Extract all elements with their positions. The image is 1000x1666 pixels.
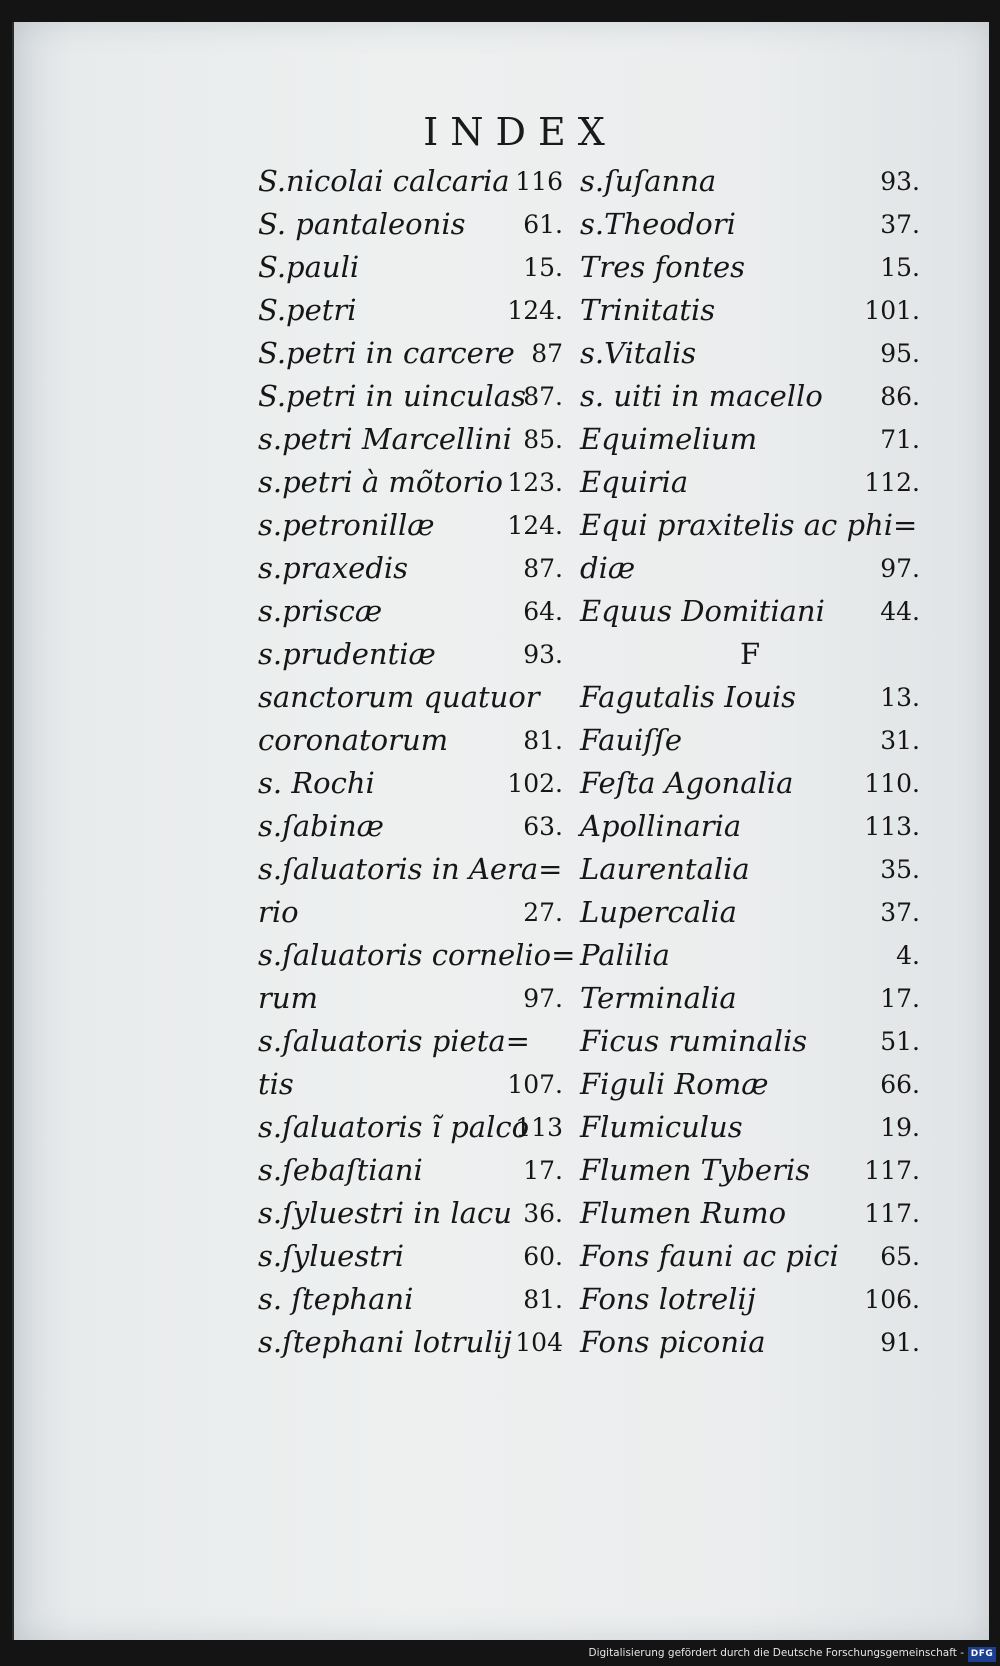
index-term: Apollinaria: [580, 809, 742, 843]
page-number: 19.: [880, 1113, 920, 1142]
index-entry: [258, 418, 563, 461]
page-number: 123.: [507, 468, 563, 497]
page-number: 97.: [880, 554, 920, 583]
index-entry: [580, 203, 920, 246]
index-term: s.ſyluestri: [258, 1239, 405, 1273]
index-entry: [258, 1063, 563, 1106]
page-number: 86.: [880, 382, 920, 411]
index-entry: [258, 762, 563, 805]
index-term: Fons piconia: [580, 1325, 766, 1359]
index-entry: [258, 1106, 563, 1149]
index-term: F: [739, 637, 761, 671]
index-term: s.petri à mõtorio: [258, 465, 504, 499]
index-entry: [258, 246, 563, 289]
index-term: s.ſtephani lotrulij: [258, 1325, 512, 1359]
page-number: 116: [515, 167, 563, 196]
index-term: s.ſebaſtiani: [258, 1153, 423, 1187]
index-term: s.prudentiæ: [258, 637, 436, 671]
index-entry: [580, 1235, 920, 1278]
index-entry: [258, 289, 563, 332]
index-entry: [580, 891, 920, 934]
page-number: 124.: [507, 511, 563, 540]
page-number: 93.: [880, 167, 920, 196]
index-entry: [258, 805, 563, 848]
index-entry: [580, 805, 920, 848]
page-number: 104: [515, 1328, 563, 1357]
page-number: 35.: [880, 855, 920, 884]
index-entry: [580, 375, 920, 418]
index-term: Terminalia: [580, 981, 737, 1015]
index-term: s. uiti in macello: [580, 379, 823, 413]
index-term: s.ſaluatoris in Aera=: [258, 852, 563, 886]
index-term: s.petronillæ: [258, 508, 435, 542]
page-number: 63.: [523, 812, 563, 841]
page-number: 97.: [523, 984, 563, 1013]
index-entry: [258, 633, 563, 676]
page-number: 93.: [523, 640, 563, 669]
page-number: 124.: [507, 296, 563, 325]
page-number: 107.: [507, 1070, 563, 1099]
index-term: Lupercalia: [580, 895, 737, 929]
page-number: 17.: [880, 984, 920, 1013]
index-term: s. Rochi: [258, 766, 375, 800]
page-number: 13.: [880, 683, 920, 712]
index-entry: [258, 590, 563, 633]
page-number: 15.: [523, 253, 563, 282]
page-number: 81.: [523, 1285, 563, 1314]
index-entry: [258, 375, 563, 418]
index-entry: [258, 1192, 563, 1235]
index-entry: [580, 762, 920, 805]
index-entry: [258, 547, 563, 590]
page-number: 27.: [523, 898, 563, 927]
page-number: 91.: [880, 1328, 920, 1357]
index-entry: [580, 418, 920, 461]
page-number: 102.: [507, 769, 563, 798]
index-entry: [258, 1149, 563, 1192]
index-entry: [580, 504, 920, 547]
index-term: Laurentalia: [580, 852, 750, 886]
index-term: s.praxedis: [258, 551, 409, 585]
page-number: 65.: [880, 1242, 920, 1271]
page-number: 37.: [880, 898, 920, 927]
page-number: 61.: [523, 210, 563, 239]
index-term: Fons lotrelij: [580, 1282, 756, 1316]
index-entry: [258, 1020, 563, 1063]
index-term: diæ: [580, 551, 636, 585]
index-entry: [580, 676, 920, 719]
index-entry: [258, 719, 563, 762]
index-term: s.ſaluatoris ĩ palco: [258, 1110, 530, 1144]
page-number: 44.: [880, 597, 920, 626]
page-number: 117.: [864, 1199, 920, 1228]
page-number: 81.: [523, 726, 563, 755]
page-title: INDEX: [423, 110, 617, 154]
index-term: Fagutalis Iouis: [580, 680, 797, 714]
page-number: 87.: [523, 554, 563, 583]
index-term: s.priscæ: [258, 594, 383, 628]
index-term: Equimelium: [580, 422, 758, 456]
index-term: s.ſaluatoris pieta=: [258, 1024, 530, 1058]
index-term: Flumen Tyberis: [580, 1153, 811, 1187]
page-number: 117.: [864, 1156, 920, 1185]
index-term: s.ſabinæ: [258, 809, 384, 843]
index-entry: [580, 1149, 920, 1192]
dfg-logo: DFG: [968, 1647, 996, 1662]
index-term: Equi praxitelis ac phi=: [580, 508, 918, 542]
index-term: S.petri: [258, 293, 357, 327]
index-entry: [580, 289, 920, 332]
index-entry: [580, 934, 920, 977]
page-number: 17.: [523, 1156, 563, 1185]
page-number: 31.: [880, 726, 920, 755]
index-term: tis: [258, 1067, 294, 1101]
page-number: 4.: [896, 941, 920, 970]
page-number: 51.: [880, 1027, 920, 1056]
page-number: 60.: [523, 1242, 563, 1271]
index-term: Equiria: [580, 465, 689, 499]
index-term: coronatorum: [258, 723, 449, 757]
page-number: 15.: [880, 253, 920, 282]
index-term: Flumiculus: [580, 1110, 743, 1144]
index-term: Feſta Agonalia: [580, 766, 794, 800]
index-entry: [580, 160, 920, 203]
page-number: 101.: [864, 296, 920, 325]
index-term: Equus Domitiani: [580, 594, 825, 628]
index-entry: [258, 1278, 563, 1321]
index-term: rio: [258, 895, 299, 929]
index-term: s.ſaluatoris cornelio=: [258, 938, 576, 972]
index-term: Trinitatis: [580, 293, 716, 327]
page-number: 64.: [523, 597, 563, 626]
index-term: sanctorum quatuor: [258, 680, 540, 714]
page-number: 71.: [880, 425, 920, 454]
index-entry: [258, 891, 563, 934]
index-term: s.petri Marcellini: [258, 422, 512, 456]
index-entry: [258, 461, 563, 504]
index-column-right: [580, 160, 920, 1364]
index-entry: [580, 1278, 920, 1321]
index-term: Flumen Rumo: [580, 1196, 787, 1230]
page-number: 95.: [880, 339, 920, 368]
index-column-left: [258, 160, 576, 1364]
page-number: 87: [531, 339, 563, 368]
index-entry: [580, 332, 920, 375]
page-number: 66.: [880, 1070, 920, 1099]
index-entry: [580, 977, 920, 1020]
index-entry: [580, 461, 920, 504]
page-number: 36.: [523, 1199, 563, 1228]
index-term: s.ſuſanna: [580, 164, 717, 198]
index-entry: [258, 977, 563, 1020]
index-entry: [580, 1106, 920, 1149]
index-entry: [258, 160, 563, 203]
index-term: Fauiſſe: [580, 723, 683, 757]
index-entry: [258, 1321, 563, 1364]
index-term: S.nicolai calcaria: [258, 164, 510, 198]
index-term: Tres fontes: [580, 250, 746, 284]
page-number: 85.: [523, 425, 563, 454]
index-entry: [258, 1235, 563, 1278]
index-entry: [580, 1020, 920, 1063]
index-entry: [258, 848, 563, 891]
index-term: Ficus ruminalis: [580, 1024, 808, 1058]
index-term: s. ſtephani: [258, 1282, 414, 1316]
index-term: S.pauli: [258, 250, 360, 284]
page-number: 87.: [523, 382, 563, 411]
page-number: 113.: [864, 812, 920, 841]
index-term: s.ſyluestri in lacu: [258, 1196, 512, 1230]
index-entry: [580, 719, 920, 762]
index-entry: [258, 504, 563, 547]
index-term: Palilia: [580, 938, 670, 972]
index-term: s.Theodori: [580, 207, 736, 241]
index-entry: [580, 633, 920, 676]
page-number: 37.: [880, 210, 920, 239]
index-term: S.petri in carcere: [258, 336, 515, 370]
index-entry: [580, 1321, 920, 1364]
index-term: Figuli Romæ: [580, 1067, 769, 1101]
index-entry: [258, 676, 563, 719]
index-entry: [580, 1192, 920, 1235]
index-entry: [258, 332, 563, 375]
index-entry: [580, 246, 920, 289]
index-entry: [258, 934, 576, 977]
index-entry: [258, 203, 563, 246]
index-entry: [580, 848, 920, 891]
page-number: 106.: [864, 1285, 920, 1314]
funding-credit: Digitalisierung gefördert durch die Deutsche Forschungsgemeinschaft -: [588, 1647, 964, 1659]
index-term: s.Vitalis: [580, 336, 697, 370]
index-term: Fons fauni ac pici: [580, 1239, 839, 1273]
index-entry: [580, 1063, 920, 1106]
footer-bar: [0, 1644, 1000, 1666]
index-term: S.petri in uinculas: [258, 379, 526, 413]
index-term: rum: [258, 981, 319, 1015]
page-number: 110.: [864, 769, 920, 798]
page-number: 112.: [864, 468, 920, 497]
index-term: S. pantaleonis: [258, 207, 466, 241]
index-entry: [580, 590, 920, 633]
index-entry: [580, 547, 920, 590]
page-number: 113: [515, 1113, 563, 1142]
